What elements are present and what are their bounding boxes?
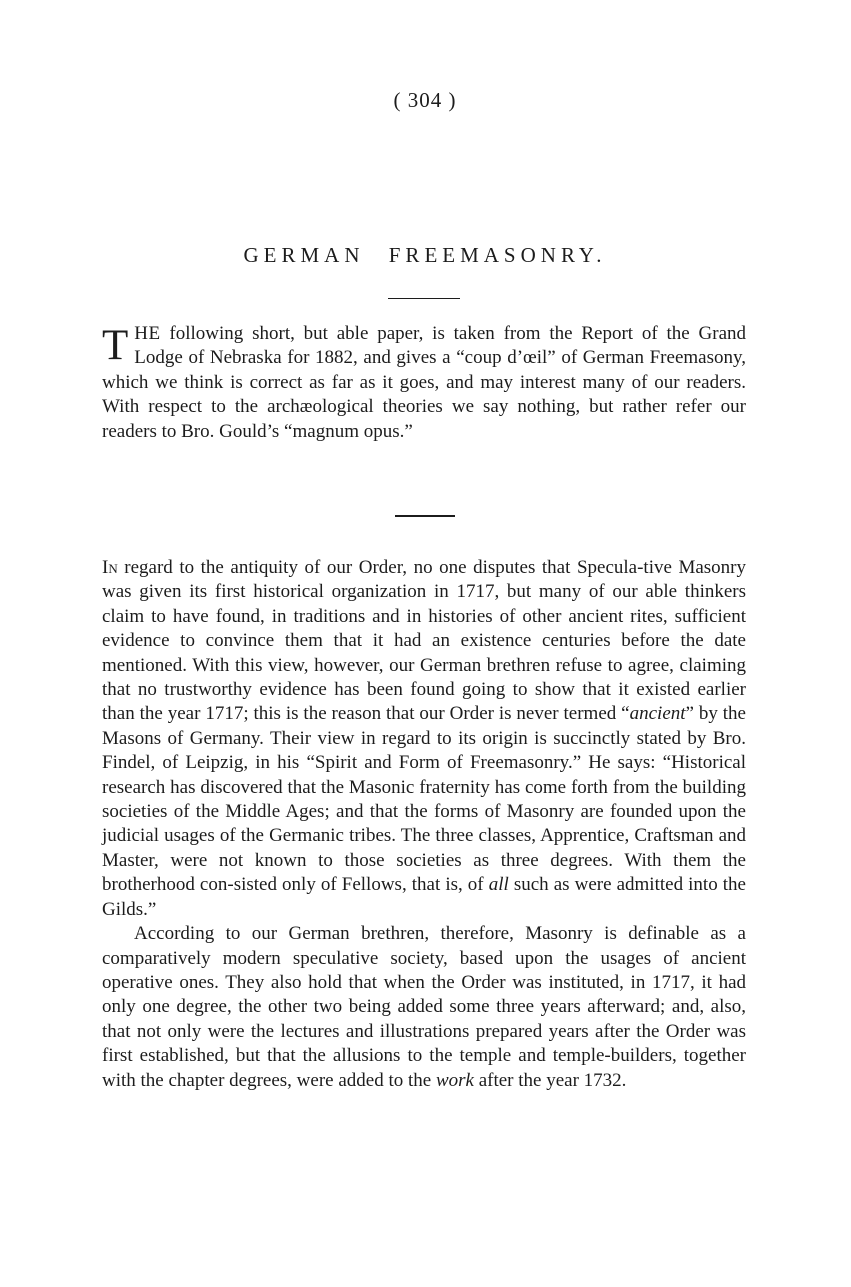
title-divider (388, 298, 460, 299)
article-title: GERMAN FREEMASONRY. (243, 243, 607, 267)
body-paragraph-2 (102, 922, 746, 1093)
paragraph-lead: In (102, 557, 118, 578)
drop-cap: T (102, 322, 129, 369)
paragraph-text: ” by the Masons of Germany. Their view in regard to its origin is succinctly stated by Bro. Findel, of Leipzig, in his “Spirit and Form of Freemasonry.” He says: “Historical research has discovered that the Masonic fraternity has come forth from the building societies of the Middle Ages; and that the forms of Masonry are founded upon the judicial usages of the Germanic tribes. The three classes, Apprentice, Craftsman and Master, were not known to those societies as three degrees. With them the brotherhood con-sisted only of Fellows, that is, of (102, 703, 746, 896)
paragraph-text: regard to the antiquity of our Order, no one disputes that Specula-tive Masonry was given its first historical organization in 1717, but many of our able thinkers claim to have found, in traditions and in histories of other ancient rites, sufficient evidence to convince them that it had an existence centuries before the date mentioned. With this view, however, our German brethren refuse to agree, claiming that no trustworthy evidence has been found going to show that it existed earlier than the year 1717; this is the reason that our Order is never termed “ (102, 557, 746, 725)
intro-text: following short, but able paper, is taken from the Report of the Grand Lodge of Nebraska for 1882, and gives a “coup d’œil” of German Freemasony, which we think is correct as far as it goes, and may interest many of our readers. With respect to the archæological theories we say nothing, but rather refer our readers to Bro. Gould’s “magnum opus.” (102, 323, 746, 442)
emphasis-text: ancient (629, 703, 686, 725)
intro-paragraph (102, 322, 746, 444)
article-body (102, 556, 746, 1093)
emphasis-text: work (435, 1069, 474, 1091)
paragraph-text: after the year 1732. (473, 1069, 627, 1091)
page-number: ( 304 ) (393, 88, 457, 112)
intro-lead: HE (134, 323, 161, 344)
section-divider (395, 515, 455, 517)
body-paragraph-1 (102, 556, 746, 922)
paragraph-text: such as were admitted into the Gilds.” (102, 874, 746, 920)
editorial-introduction (102, 322, 746, 444)
emphasis-text: all (488, 874, 509, 896)
paragraph-text: According to our German brethren, therefore, Masonry is definable as a comparatively modern speculative society, based upon the usages of ancient operative ones. They also hold that when the Order was instituted, in 1717, it had only one degree, the other two being added some three years afterward; and, also, that not only were the lectures and illustrations prepared years after the Order was first established, but that the allusions to the temple and temple-builders, together with the chapter degrees, were added to the (102, 923, 746, 1091)
document-page (102, 0, 748, 1287)
